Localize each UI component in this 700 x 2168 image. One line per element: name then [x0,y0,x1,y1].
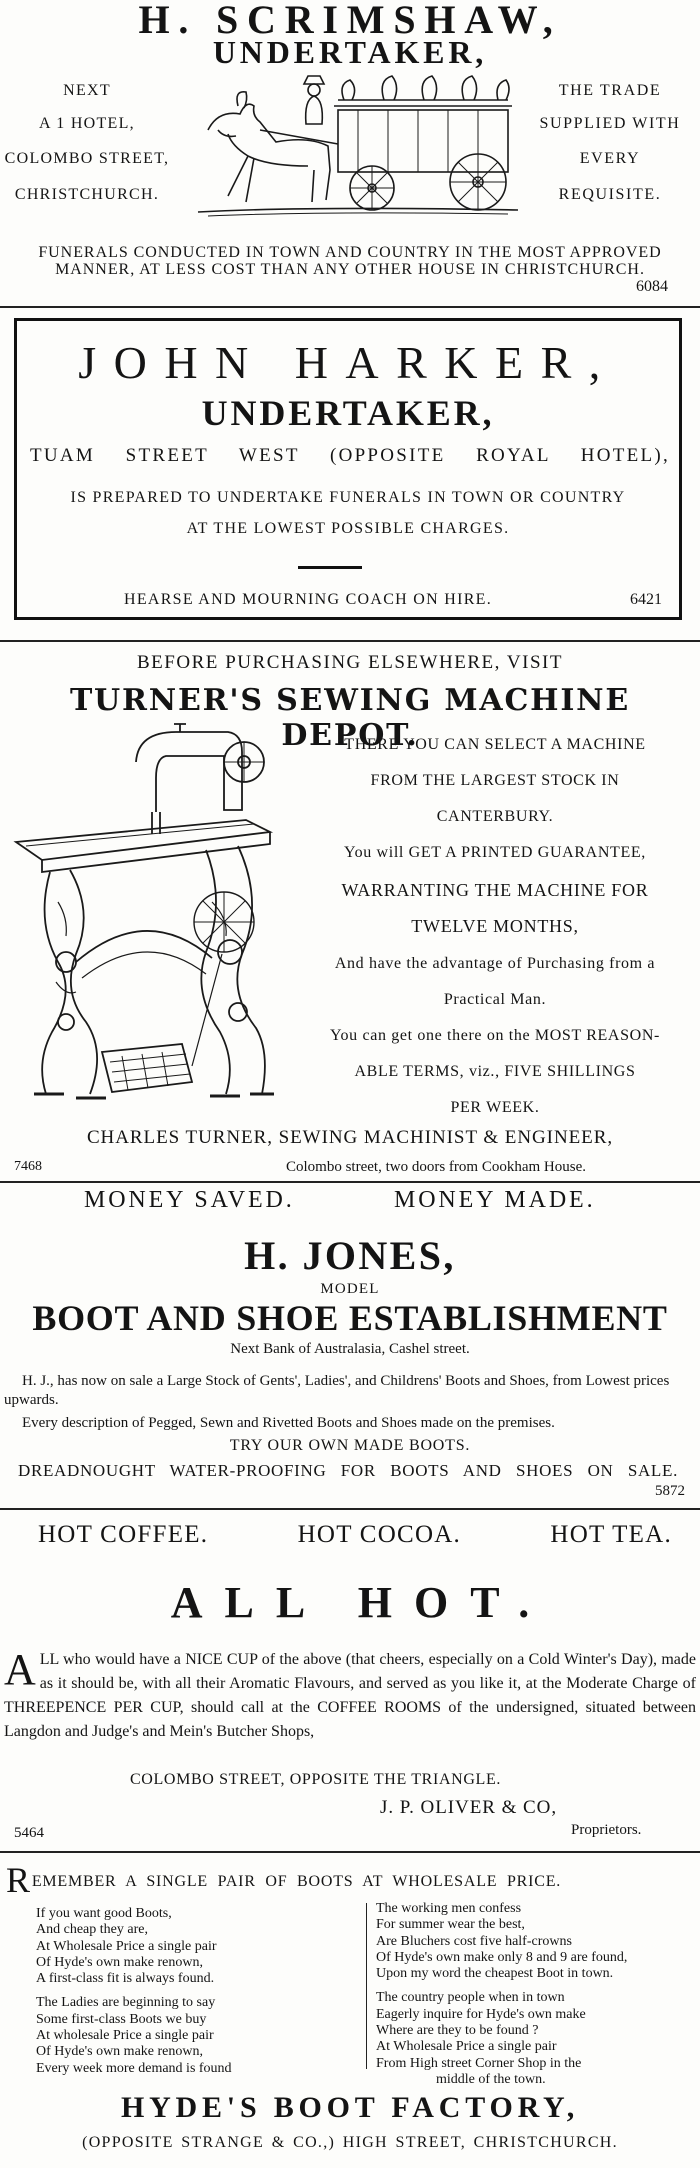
verse-line: Are Bluchers cost five half-crowns [376,1933,572,1949]
coffee-rooms-paragraph [4,1645,696,1744]
turner-line-10: ABLE TERMS, viz., FIVE SHILLINGS [354,1063,636,1080]
harker-address: TUAM STREET WEST (OPPOSITE ROYAL HOTEL), [30,445,670,466]
turner-ad-number: 7468 [14,1159,42,1174]
verse-line: Upon my word the cheapest Boot in town. [376,1966,614,1982]
money-saved-text: MONEY SAVED. [84,1187,295,1213]
jones-paragraph-2: Every description of Pegged, Sewn and Rivetted Boots and Shoes made on the premises. [22,1415,555,1431]
scrimshaw-left-line-4: CHRISTCHURCH. [14,186,160,203]
verse-line: The Ladies are beginning to say [36,1995,216,2011]
scrimshaw-body-text: FUNERALS CONDUCTED IN TOWN AND COUNTRY IN THE MOST APPROVED MANNER, AT LESS COST THAN ANY OTHER HOUSE IN CHRISTCHURCH. [38,244,662,278]
scrimshaw-title: H. SCRIMSHAW, [138,0,562,42]
ad-divider [0,640,700,642]
verse-line: From High street Corner Shop in the [376,2055,582,2071]
scrimshaw-right-line-4: REQUISITE. [558,186,662,203]
ad-divider [0,1508,700,1510]
hyde-left-verse [36,1906,356,2077]
horse-drawn-hearse-illustration [188,70,528,220]
verse-line: Of Hyde's own make renown, [36,1954,203,1970]
coffee-rooms-text: LL who would have a NICE CUP of the above (that cheers, especially on a Cold Winter's Day), made as it should be, with all their Aromatic Flavours, and served as you like it, at the Moderate Charge of THREEPENCE PER CUP, should call at the COFFEE ROOMS of the undersigned, situated between Langdon and Judge's and Mein's Butcher Shops, [4,1651,696,1740]
verse-line: For summer wear the best, [376,1917,525,1933]
drop-cap-a: A [4,1645,36,1694]
turner-line-5: WARRANTING THE MACHINE FOR [341,880,649,900]
turner-location: Colombo street, two doors from Cookham House. [286,1159,586,1175]
ad-divider [0,306,700,308]
verse-line: Some first-class Boots we buy [36,2011,207,2027]
sewing-machine-illustration [6,722,276,1122]
verse-line: The country people when in town [376,1990,565,2006]
turner-line-3: CANTERBURY. [436,808,554,825]
scrimshaw-right-line-2: SUPPLIED WITH [539,115,681,132]
jones-dreadnought-line: DREADNOUGHT WATER-PROOFING FOR BOOTS AND SHOES ON SALE. [18,1461,678,1480]
scrimshaw-ad-number: 6084 [636,278,668,295]
hot-tea-text: HOT TEA. [550,1521,672,1548]
oliver-ad-number: 5464 [14,1825,44,1841]
scrimshaw-left-line-3: COLOMBO STREET, [4,150,170,167]
scrimshaw-right-line-1: THE TRADE [558,82,662,99]
verse-line: middle of the town. [436,2071,546,2087]
hot-coffee-text: HOT COFFEE. [38,1521,209,1548]
verse-line: A first-class fit is always found. [36,1971,215,1987]
scrimshaw-left-line-1: NEXT [63,82,111,99]
turner-line-9: You can get one there on the MOST REASON- [329,1027,661,1044]
verse-line: And cheap they are, [36,1922,148,1938]
hot-drinks-line [38,1521,672,1549]
jones-ad-number: 5872 [655,1483,685,1499]
jones-name: H. JONES, [244,1233,456,1278]
harker-short-rule [298,566,362,569]
scrimshaw-left-line-2: A 1 HOTEL, [39,115,135,132]
money-made-text: MONEY MADE. [394,1187,596,1213]
hyde-right-verse [376,1901,696,2088]
verse-line: Where are they to be found ? [376,2023,539,2039]
ad-divider [0,1181,700,1183]
jones-paragraph-1: H. J., has now on sale a Large Stock of Gents', Ladies', and Childrens' Boots and Shoes, from Lowest prices upwards. [4,1373,670,1408]
jones-try-line: TRY OUR OWN MADE BOOTS. [229,1437,471,1454]
verse-line: The working men confess [376,1901,522,1916]
hot-cocoa-text: HOT COCOA. [297,1521,462,1548]
harker-title: JOHN HARKER, [78,337,618,388]
verse-line: Eagerly inquire for Hyde's own make [376,2006,586,2022]
hyde-heading [6,1860,696,1900]
jones-model-label: MODEL [320,1281,380,1297]
verse-line: At wholesale Price a single pair [36,2028,214,2044]
oliver-proprietors: Proprietors. [571,1822,642,1838]
hyde-heading-text: EMEMBER A SINGLE PAIR OF BOOTS AT WHOLESALE PRICE. [31,1873,562,1890]
verse-line: At Wholesale Price a single pair [376,2039,557,2055]
harker-ad-number: 6421 [630,591,662,608]
harker-footer: HEARSE AND MOURNING COACH ON HIRE. [124,591,492,608]
harker-line-2: AT THE LOWEST POSSIBLE CHARGES. [186,520,510,537]
harker-subtitle: UNDERTAKER, [201,393,495,433]
hyde-address: (OPPOSITE STRANGE & CO.,) HIGH STREET, CHRISTCHURCH. [82,2134,618,2151]
harker-line-1: IS PREPARED TO UNDERTAKE FUNERALS IN TOWN OR COUNTRY [70,489,626,506]
jones-establishment: BOOT AND SHOE ESTABLISHMENT [32,1298,668,1338]
verse-line: Every week more demand is found [36,2060,232,2076]
ad-divider [0,1851,700,1853]
turner-line-2: FROM THE LARGEST STOCK IN [370,772,620,789]
turner-line-11: PER WEEK. [450,1099,540,1116]
turner-signature: CHARLES TURNER, SEWING MACHINIST & ENGINEER, [86,1127,614,1148]
verse-gap [36,1987,356,1995]
turner-line-1: THERE YOU CAN SELECT A MACHINE [344,736,646,753]
turner-line-6: TWELVE MONTHS, [411,916,579,936]
verse-line: Of Hyde's own make renown, [36,2044,203,2060]
verse-line: Of Hyde's own make only 8 and 9 are found, [376,1949,628,1965]
turner-line-7: And have the advantage of Purchasing from a [334,955,656,972]
oliver-location: COLOMBO STREET, OPPOSITE THE TRIANGLE. [130,1771,501,1788]
turner-preheading: BEFORE PURCHASING ELSEWHERE, VISIT [136,652,564,673]
scrimshaw-subtitle: UNDERTAKER, [212,34,488,70]
turner-line-4: You will GET A PRINTED GUARANTEE, [344,844,646,861]
scrimshaw-right-line-3: EVERY [579,150,641,167]
hyde-factory-name: HYDE'S BOOT FACTORY, [120,2091,580,2124]
verse-gap [376,1982,696,1990]
drop-cap-r: R [6,1860,31,1900]
oliver-signature: J. P. OLIVER & CO, [380,1797,558,1818]
all-hot-heading: ALL HOT. [170,1578,552,1627]
turner-title: TURNER'S SEWING MACHINE DEPOT. [69,683,631,753]
verse-line: If you want good Boots, [36,1906,172,1921]
verse-line: At Wholesale Price a single pair [36,1938,217,1954]
jones-next-bank: Next Bank of Australasia, Cashel street. [230,1341,470,1357]
turner-line-8: Practical Man. [443,991,547,1008]
verse-column-divider [366,1903,367,2069]
